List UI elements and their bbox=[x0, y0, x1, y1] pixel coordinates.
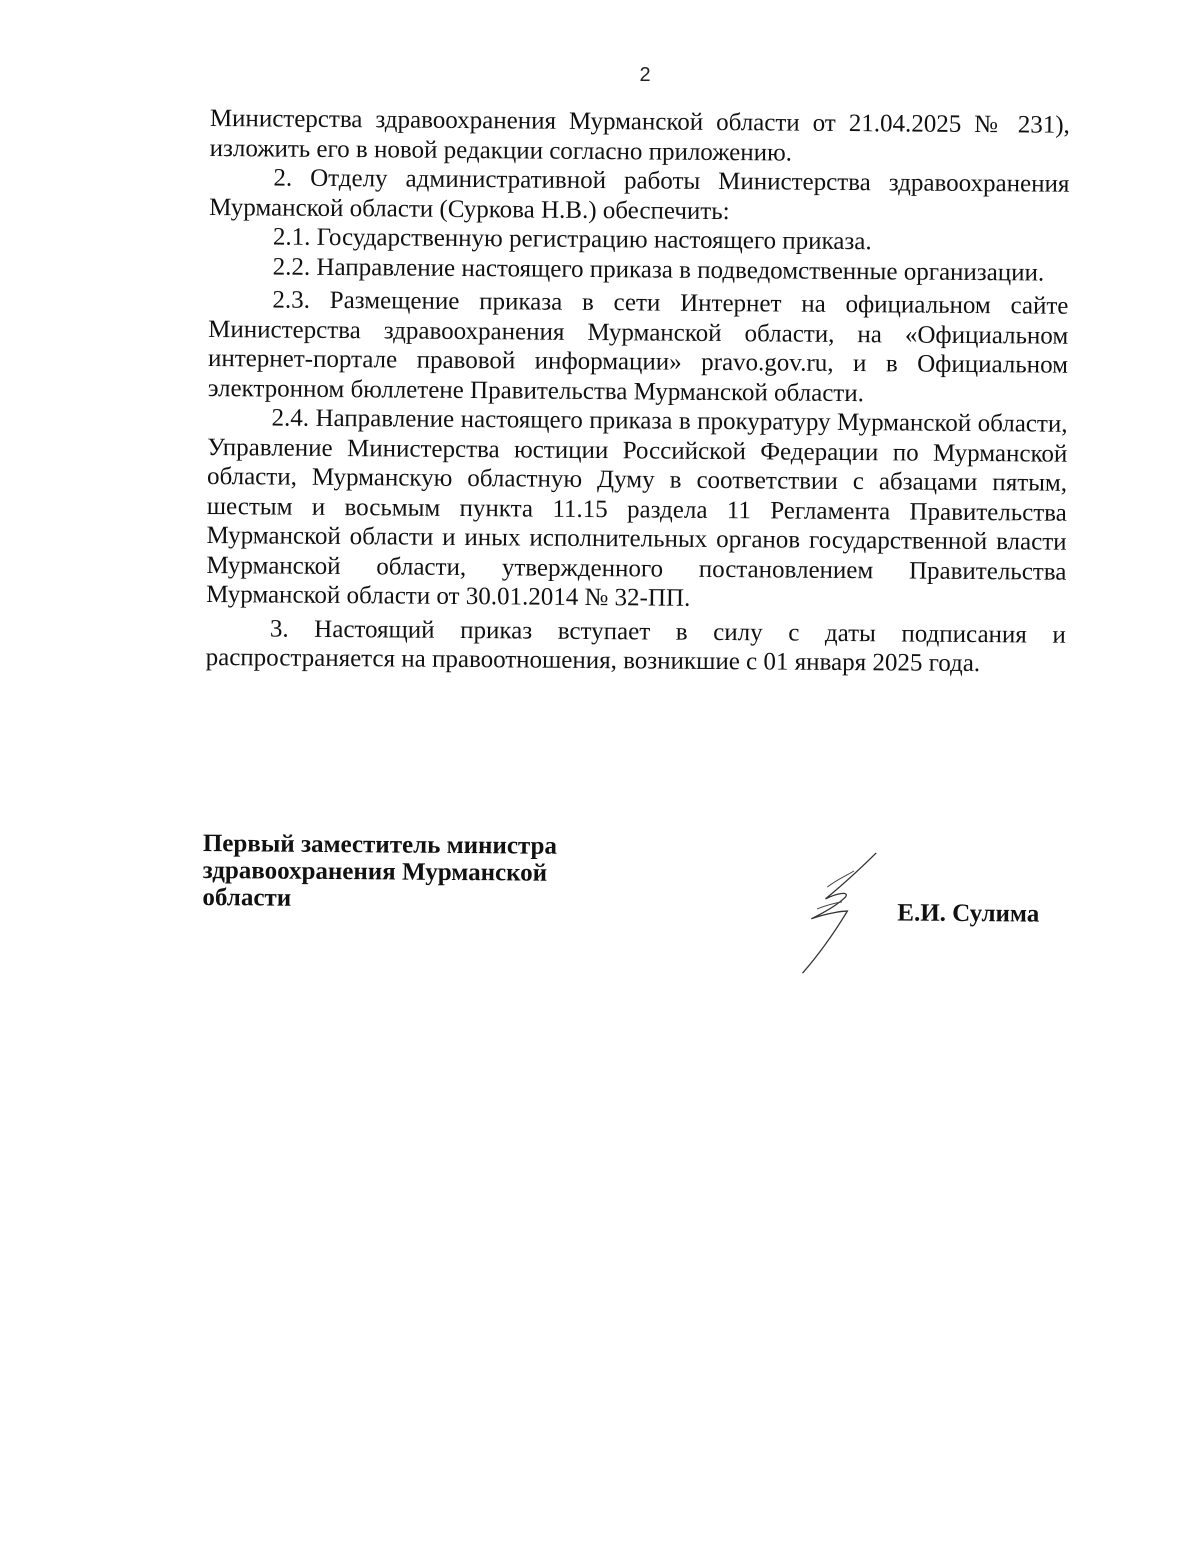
signer-title-line: Первый заместитель министра bbox=[202, 830, 558, 860]
paragraph-item-2-4: 2.4. Направление настоящего приказа в прокуратуру Мурманской области, Управление Министерства юстиции Российской Федерации по Мурманской области, Мурманскую областную Думу в соответствии с абзацами пятым, шестым и восьмым пункта 11.15 раздела 11 Регламента Правительства Мурманской области и иных исполнительных органов государственной власти Мурманской области, утвержденного постановлением Правительства Мурманской области от 30.01.2014 № 32-ПП. bbox=[206, 404, 1068, 612]
paragraph-item-3: 3. Настоящий приказ вступает в силу с даты подписания и распространяется на правоотношения, возникшие с 01 января 2025 года. bbox=[205, 614, 1066, 678]
paragraph-continuation: Министерства здравоохранения Мурманской области от 21.04.2025 № 231), изложить его в новой редакции согласно приложению. bbox=[209, 104, 1070, 167]
order-body bbox=[206, 104, 1070, 679]
paragraph-item-2: 2. Отделу административной работы Министерства здравоохранения Мурманской области (Суркова Н.В.) обеспечить: bbox=[209, 164, 1070, 225]
paragraph-item-2-3: 2.3. Размещение приказа в сети Интернет на официальном сайте Министерства здравоохранения Мурманской области, на «Официальном интернет-портале правовой информации» pravo.gov.ru, и в Официальном электронном бюллетене Правительства Мурманской области. bbox=[207, 286, 1069, 407]
signer-title bbox=[202, 830, 603, 914]
signer-title-line: области bbox=[202, 883, 292, 912]
paragraph-item-2-2: 2.2. Направление настоящего приказа в подведомственные организации. bbox=[272, 252, 1045, 287]
signature-block bbox=[202, 830, 1063, 997]
handwritten-signature bbox=[797, 849, 898, 980]
signer-title-line: здравоохранения Мурманской bbox=[202, 856, 548, 887]
paragraph-item-2-1: 2.1. Государственную регистрацию настоящего приказа. bbox=[272, 223, 872, 256]
page-number: 2 bbox=[639, 64, 651, 86]
signer-name: Е.И. Сулима bbox=[897, 899, 1040, 928]
